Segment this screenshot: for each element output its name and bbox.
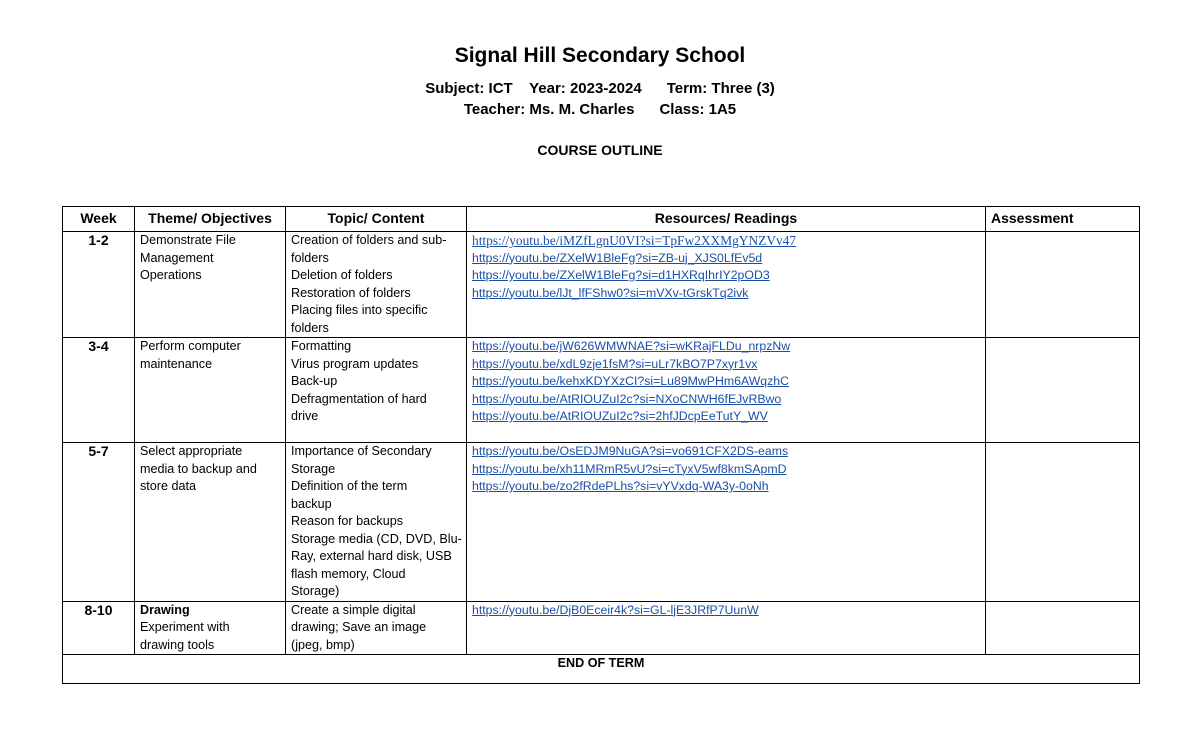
table-row <box>63 601 1140 655</box>
topic-cell <box>286 443 467 602</box>
resources-cell <box>467 232 986 338</box>
theme-line: Experiment with <box>140 620 230 634</box>
topic-line: backup <box>291 496 332 511</box>
column-header-resources: Resources/ Readings <box>467 207 986 232</box>
theme-line: Operations <box>140 268 202 282</box>
assessment-cell <box>986 232 1140 338</box>
topic-line: (jpeg, bmp) <box>291 637 355 652</box>
school-name: Signal Hill Secondary School <box>454 44 746 67</box>
topic-line: Restoration of folders <box>291 285 411 300</box>
resource-link[interactable]: https://youtu.be/iMZfLgnU0VI?si=TpFw2XXMgYNZVv47 <box>472 233 797 248</box>
assessment-cell <box>986 443 1140 602</box>
topic-cell <box>286 601 467 655</box>
topic-cell <box>286 232 467 338</box>
theme-cell <box>135 601 286 655</box>
theme-cell <box>135 232 286 338</box>
topic-line: Storage) <box>291 584 340 598</box>
resource-link[interactable]: https://youtu.be/ZXelW1BleFg?si=d1HXRqIhrIY2pOD3 <box>472 268 770 282</box>
resource-link[interactable]: https://youtu.be/DjB0Eceir4k?si=GL-ljE3JRfP7UunW <box>472 602 759 617</box>
resources-cell <box>467 443 986 602</box>
resource-link[interactable]: https://youtu.be/OsEDJM9NuGA?si=vo691CFX2DS-eams <box>472 444 789 458</box>
theme-cell <box>135 338 286 443</box>
topic-line: flash memory, Cloud <box>291 566 406 581</box>
end-of-term: END OF TERM <box>63 655 1140 684</box>
resource-link[interactable]: https://youtu.be/jW626WMWNAE?si=wKRajFLDu_nrpzNw <box>472 339 791 353</box>
theme-heading: Drawing <box>140 602 190 617</box>
resource-link[interactable]: https://youtu.be/AtRIOUZuI2c?si=NXoCNWH6fEJvRBwo <box>472 391 782 406</box>
theme-line: Select appropriate <box>140 444 243 458</box>
resource-link[interactable]: https://youtu.be/ZXelW1BleFg?si=ZB-uj_XJS0LfEv5d <box>472 250 763 265</box>
week-cell: 1-2 <box>63 232 135 338</box>
table-header-row <box>63 207 1140 232</box>
resource-link[interactable]: https://youtu.be/AtRIOUZuI2c?si=2hfJDcpEeTutY_WV <box>472 409 768 423</box>
table-row <box>63 232 1140 338</box>
table-row <box>63 443 1140 602</box>
topic-line: folders <box>291 250 329 265</box>
week-cell: 8-10 <box>63 601 135 655</box>
topic-line: Deletion of folders <box>291 268 393 282</box>
table-footer-row <box>63 655 1140 684</box>
topic-line: Importance of Secondary <box>291 444 432 458</box>
resource-link[interactable]: https://youtu.be/xh11MRmR5vU?si=cTyxV5wf8kmSApmD <box>472 461 787 476</box>
topic-line: folders <box>291 320 329 335</box>
resource-link[interactable]: https://youtu.be/lJt_lfFShw0?si=mVXv-tGrskTq2ivk <box>472 285 749 300</box>
topic-line: drive <box>291 409 319 423</box>
theme-line: media to backup and <box>140 461 257 476</box>
topic-line: Virus program updates <box>291 356 419 371</box>
teacher-class: Teacher: Ms. M. Charles Class: 1A5 <box>463 101 737 118</box>
theme-line: store data <box>140 479 197 493</box>
topic-line: Formatting <box>291 339 352 353</box>
resource-link[interactable]: https://youtu.be/zo2fRdePLhs?si=vYVxdq-WA3y-0oNh <box>472 479 769 493</box>
table-row <box>63 338 1140 443</box>
theme-line: Demonstrate File <box>140 233 236 247</box>
course-outline-table <box>62 206 1140 684</box>
resources-cell <box>467 338 986 443</box>
topic-line: Placing files into specific <box>291 303 428 317</box>
theme-line: Perform computer <box>140 339 241 353</box>
topic-line: Defragmentation of hard <box>291 391 427 406</box>
column-header-theme: Theme/ Objectives <box>135 207 286 232</box>
topic-line: Reason for backups <box>291 514 404 528</box>
topic-line: Definition of the term <box>291 479 408 493</box>
topic-cell <box>286 338 467 443</box>
course-outline-title: COURSE OUTLINE <box>537 142 663 158</box>
week-cell: 5-7 <box>63 443 135 602</box>
topic-line: Creation of folders and sub- <box>291 233 447 247</box>
topic-line: Create a simple digital <box>291 602 416 617</box>
topic-line: Storage media (CD, DVD, Blu- <box>291 531 462 546</box>
resources-cell <box>467 601 986 655</box>
theme-line: Management <box>140 250 214 265</box>
resource-link[interactable]: https://youtu.be/xdL9zje1fsM?si=uLr7kBO7P7xyr1vx <box>472 356 758 371</box>
theme-line: maintenance <box>140 356 213 371</box>
topic-line: Storage <box>291 461 336 476</box>
assessment-cell <box>986 338 1140 443</box>
topic-line: drawing; Save an image <box>291 620 427 634</box>
topic-line: Back-up <box>291 374 338 388</box>
assessment-cell <box>986 601 1140 655</box>
topic-line: Ray, external hard disk, USB <box>291 549 452 563</box>
column-header-week: Week <box>63 207 135 232</box>
subject-year-term: Subject: ICT Year: 2023-2024 Term: Three (3) <box>425 80 775 97</box>
week-cell: 3-4 <box>63 338 135 443</box>
theme-line: drawing tools <box>140 637 215 652</box>
column-header-topic: Topic/ Content <box>286 207 467 232</box>
resource-link[interactable]: https://youtu.be/kehxKDYXzCI?si=Lu89MwPHm6AWqzhC <box>472 374 790 388</box>
column-header-assessment: Assessment <box>986 207 1140 232</box>
theme-cell <box>135 443 286 602</box>
